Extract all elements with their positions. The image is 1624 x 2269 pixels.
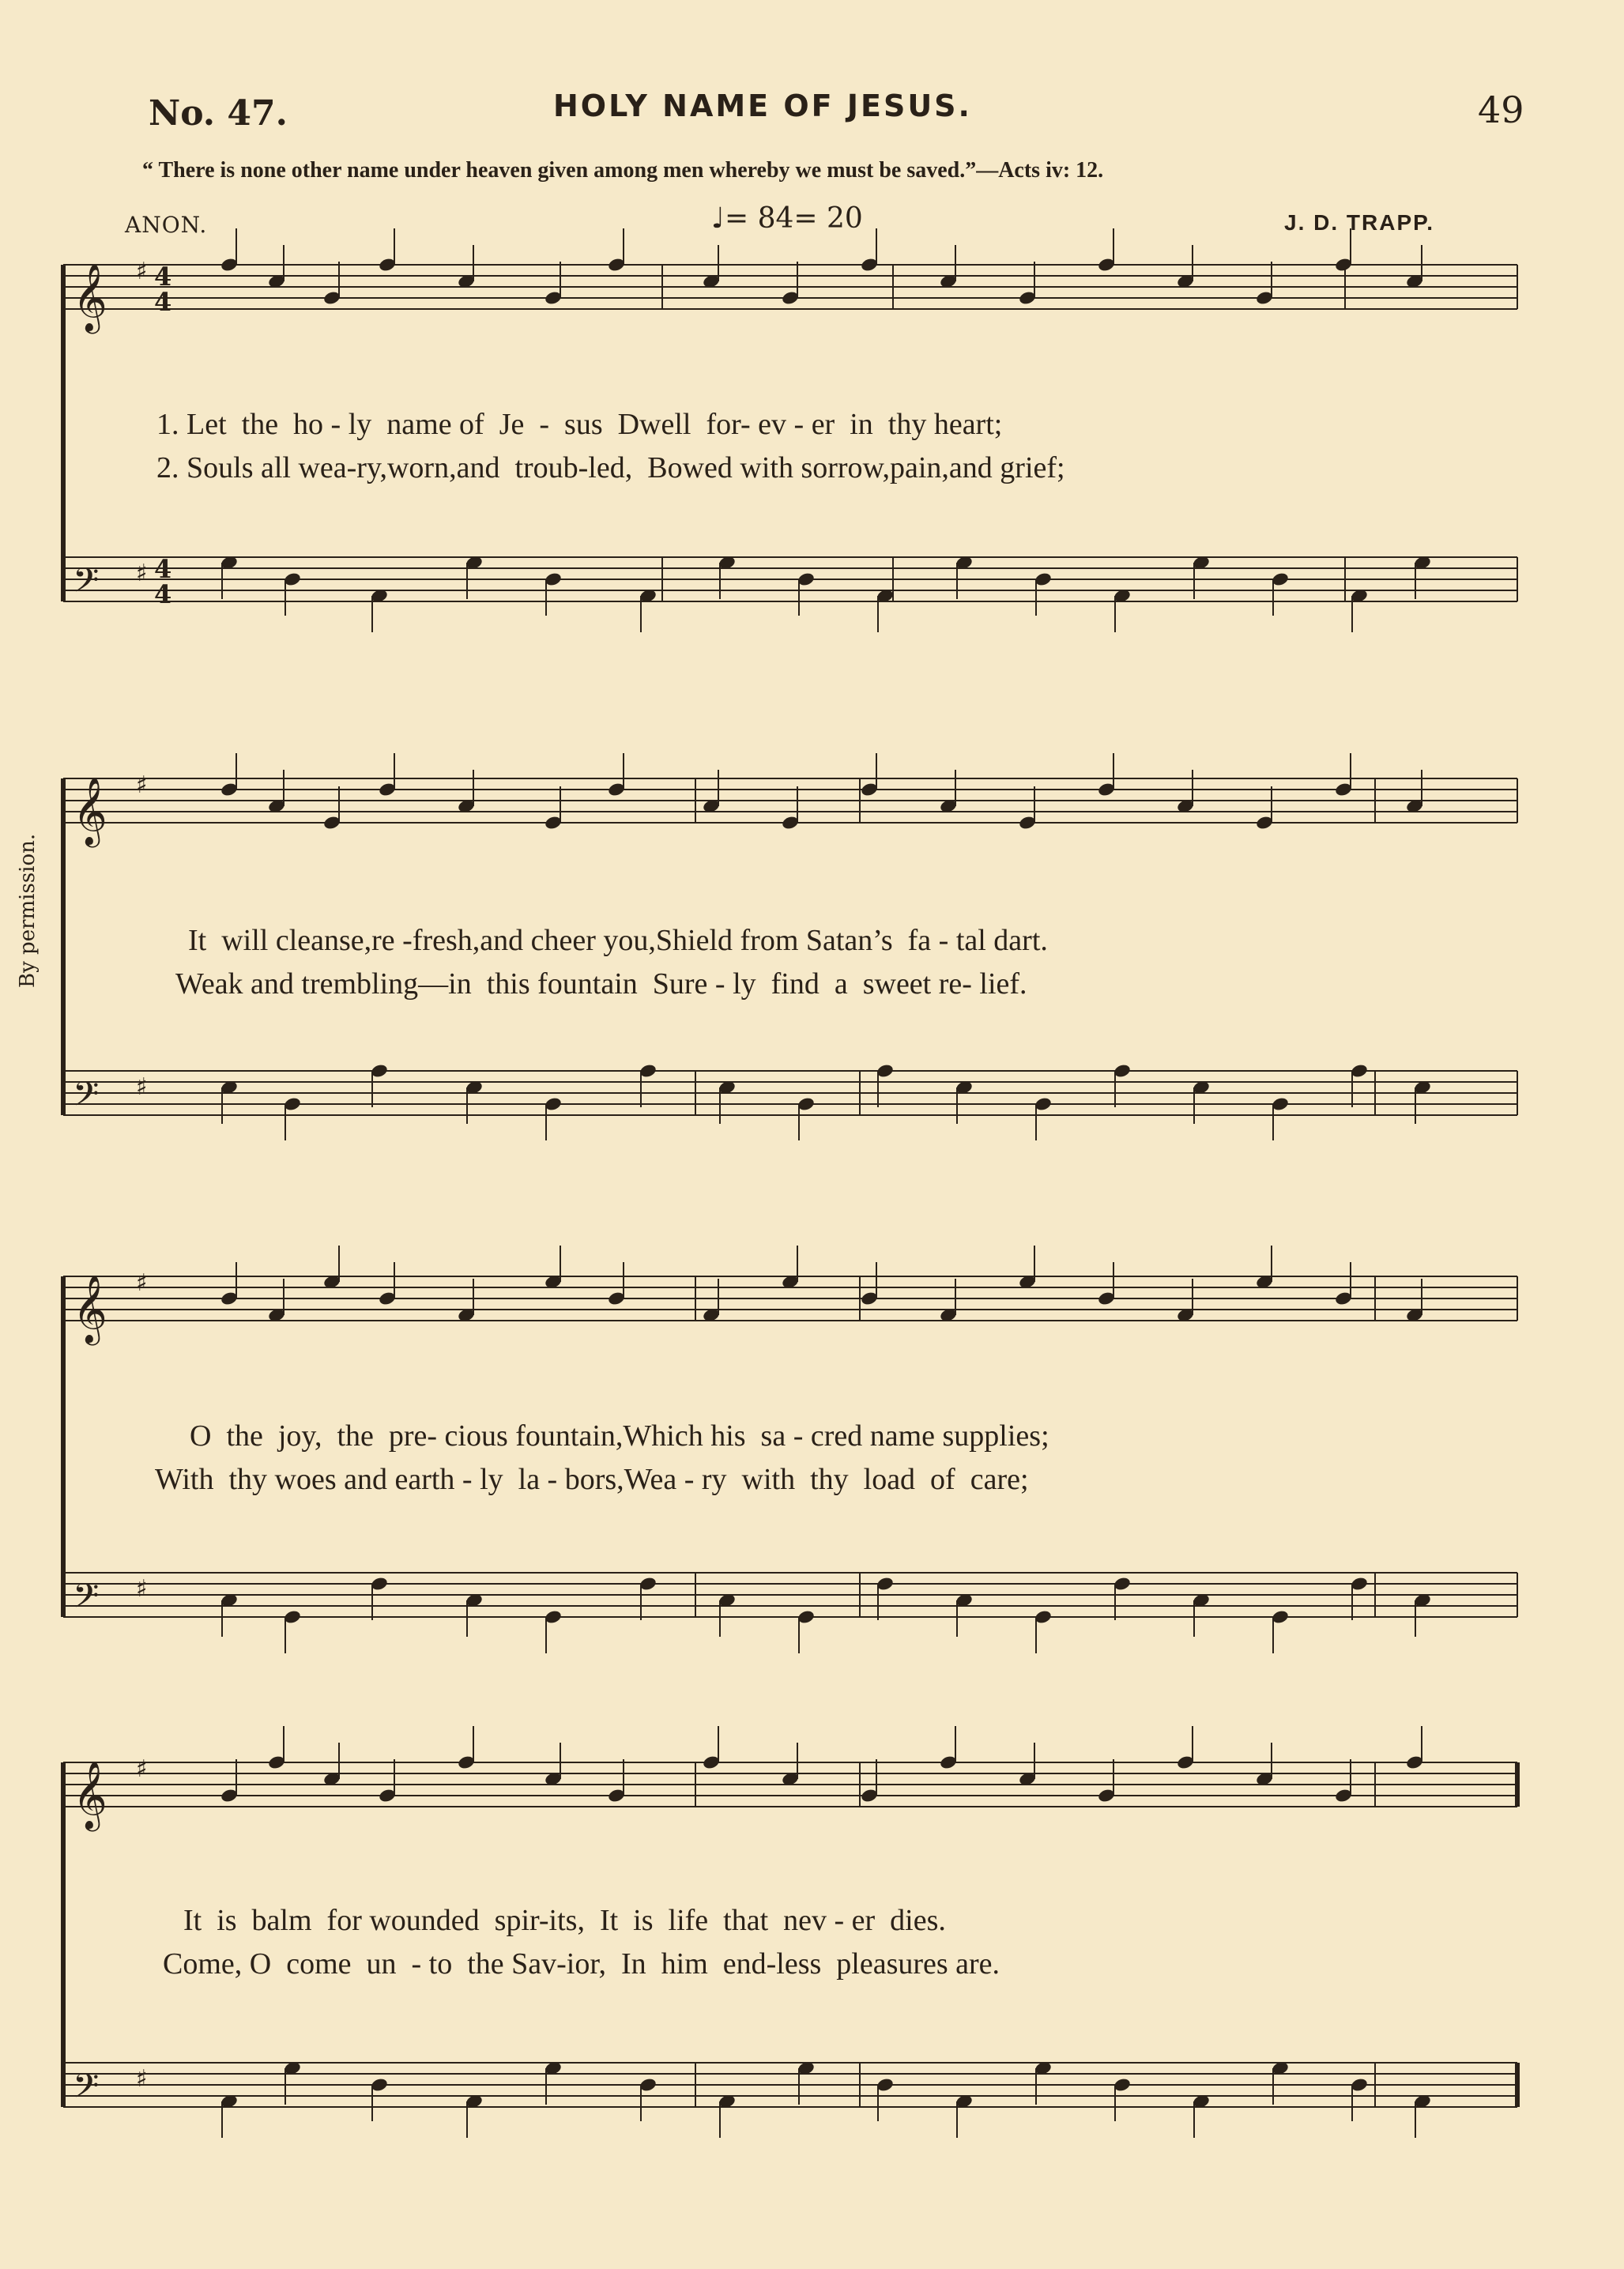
hymn-number: No. 47. <box>149 93 288 134</box>
bass-clef-icon: 𝄢 <box>73 2067 100 2114</box>
treble-clef-icon: 𝄞 <box>73 1275 107 1343</box>
treble-clef-icon: 𝄞 <box>73 1761 107 1829</box>
sharp-icon: ♯ <box>136 560 148 587</box>
time-signature-top: 4 <box>154 554 172 584</box>
sharp-icon: ♯ <box>136 1269 148 1297</box>
bass-clef-icon: 𝄢 <box>73 561 100 609</box>
sharp-icon: ♯ <box>136 1073 148 1101</box>
time-signature-top: 4 <box>154 262 172 292</box>
sharp-icon: ♯ <box>136 258 148 285</box>
treble-clef-icon: 𝄞 <box>73 263 107 331</box>
hymn-title: HOLY NAME OF JESUS. <box>553 89 972 123</box>
bass-clef-icon: 𝄢 <box>73 1075 100 1122</box>
sharp-icon: ♯ <box>136 1575 148 1603</box>
lyric-line: O the joy, the pre- cious fountain,Which his sa - cred name supplies; <box>190 1419 1049 1453</box>
lyric-line: It is balm for wounded spir-its, It is life that nev - er dies. <box>183 1904 946 1937</box>
time-signature-bottom: 4 <box>154 579 172 609</box>
hymn-page: No. 47. HOLY NAME OF JESUS. 49 “ There is none other name under heaven given among men whereby we must be saved.”—Acts iv: 12. ANON. ♩= 84= 20 J. D. TRAPP. By permission. 𝄞 ♯ 𝄢 ♯ 4 4 4 4 𝄞 ♯ 𝄢 ♯ 𝄞 ♯ 𝄢 ♯ 𝄞 ♯ 𝄢 ♯ 1. Let the ho - ly name of Je - sus Dwell for- ev - er in thy heart; 2. Souls all wea-ry,worn,and troub-led, Bowed with sorrow,pain,and grief; It will cleanse,re -fresh,and cheer you,Shield from Satan’s fa - tal dart. Weak and trembling—in this fountain Sure - ly find a sweet re- lief. O the joy, the pre- cious fountain,Which his sa - cred name supplies; With thy woes and earth - ly la - bors,Wea - ry with thy load of care; It is balm for wounded spir-its, It is life that nev - er dies. Come, O come un - to the Sav-ior, In him end-less pleasures are. <box>0 0 1624 2269</box>
time-signature-bottom: 4 <box>154 287 172 317</box>
tempo-text: = 84= 20 <box>724 202 863 235</box>
author-credit: ANON. <box>125 212 208 238</box>
sharp-icon: ♯ <box>136 1755 148 1783</box>
bass-clef-icon: 𝄢 <box>73 1577 100 1624</box>
lyric-line: 2. Souls all wea-ry,worn,and troub-led, Bowed with sorrow,pain,and grief; <box>156 451 1065 484</box>
lyric-line: Weak and trembling—in this fountain Sure - ly find a sweet re- lief. <box>175 967 1027 1001</box>
epigraph: “ There is none other name under heaven given among men whereby we must be saved.”—Acts iv: 12. <box>142 158 1104 183</box>
lyric-line: 1. Let the ho - ly name of Je - sus Dwell for- ev - er in thy heart; <box>156 408 1003 441</box>
composer-credit: J. D. TRAPP. <box>1284 210 1434 235</box>
lyric-line: It will cleanse,re -fresh,and cheer you,Shield from Satan’s fa - tal dart. <box>188 924 1048 957</box>
lyric-line: With thy woes and earth - ly la - bors,Wea - ry with thy load of care; <box>155 1463 1029 1496</box>
quarter-note-icon: ♩ <box>711 202 725 235</box>
treble-clef-icon: 𝄞 <box>73 777 107 845</box>
lyric-line: Come, O come un - to the Sav-ior, In him end-less pleasures are. <box>163 1947 1000 1981</box>
sharp-icon: ♯ <box>136 2065 148 2093</box>
sharp-icon: ♯ <box>136 771 148 799</box>
page-number: 49 <box>1478 89 1524 131</box>
